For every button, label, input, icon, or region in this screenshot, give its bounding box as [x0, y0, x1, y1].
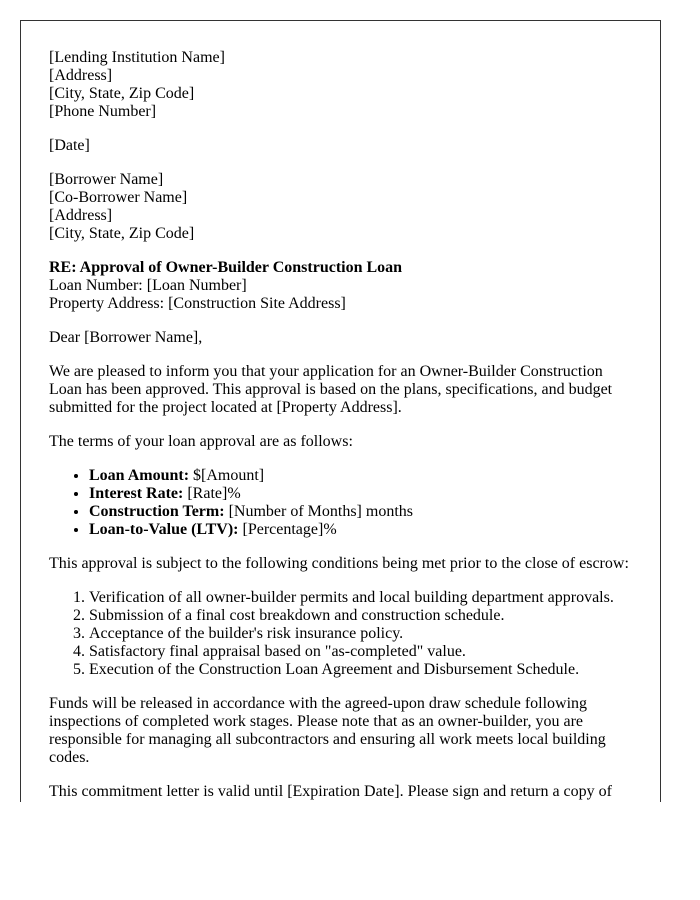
- letter-date: [Date]: [49, 137, 90, 154]
- re-subject: RE: Approval of Owner-Builder Construction Loan: [49, 259, 403, 276]
- recipient-address: [Address]: [49, 207, 113, 224]
- re-block: [49, 259, 632, 313]
- funds-paragraph: Funds will be released in accordance with the agreed-upon draw schedule following inspections of completed work stages. Please note that as an owner-builder, you are responsible for managing all subcontractors and ensuring all work meets local building codes.: [49, 695, 606, 766]
- term-label: Loan Amount:: [89, 467, 190, 484]
- recipient-block: [49, 171, 632, 243]
- loan-number: Loan Number: [Loan Number]: [49, 277, 247, 294]
- condition-item: 4. Satisfactory final appraisal based on "as-completed" value.: [89, 643, 632, 661]
- term-value: [Number of Months] months: [224, 503, 413, 520]
- sender-address: [Address]: [49, 67, 113, 84]
- property-address: Property Address: [Construction Site Address]: [49, 295, 346, 312]
- terms-list: [49, 467, 632, 539]
- recipient-city: [City, State, Zip Code]: [49, 225, 195, 242]
- condition-item: 1. Verification of all owner-builder permits and local building department approvals.: [89, 589, 632, 607]
- term-item: [89, 503, 632, 521]
- validity-paragraph: This commitment letter is valid until [Expiration Date]. Please sign and return a copy of: [49, 783, 612, 800]
- term-value: $[Amount]: [189, 467, 265, 484]
- recipient-coname: [Co-Borrower Name]: [49, 189, 188, 206]
- conditions-intro: This approval is subject to the following conditions being met prior to the close of escrow:: [49, 555, 629, 572]
- term-item: [89, 521, 632, 539]
- letter-page: [20, 20, 661, 802]
- term-value: [Percentage]%: [238, 521, 337, 538]
- conditions-list: [49, 589, 632, 679]
- recipient-name: [Borrower Name]: [49, 171, 164, 188]
- term-label: Interest Rate:: [89, 485, 184, 502]
- terms-intro: The terms of your loan approval are as follows:: [49, 433, 353, 450]
- salutation: Dear [Borrower Name],: [49, 329, 203, 346]
- term-item: [89, 467, 632, 485]
- term-value: [Rate]%: [183, 485, 241, 502]
- condition-item: 3. Acceptance of the builder's risk insurance policy.: [89, 625, 632, 643]
- intro-paragraph: We are pleased to inform you that your application for an Owner-Builder Construction Loan has been approved. This approval is based on the plans, specifications, and budget submitted for the project located at [Property Address].: [49, 363, 613, 416]
- term-label: Construction Term:: [89, 503, 225, 520]
- term-label: Loan-to-Value (LTV):: [89, 521, 239, 538]
- sender-city: [City, State, Zip Code]: [49, 85, 195, 102]
- term-item: [89, 485, 632, 503]
- sender-block: [49, 49, 632, 121]
- condition-item: 5. Execution of the Construction Loan Agreement and Disbursement Schedule.: [89, 661, 632, 679]
- sender-phone: [Phone Number]: [49, 103, 157, 120]
- condition-item: 2. Submission of a final cost breakdown and construction schedule.: [89, 607, 632, 625]
- sender-name: [Lending Institution Name]: [49, 49, 225, 66]
